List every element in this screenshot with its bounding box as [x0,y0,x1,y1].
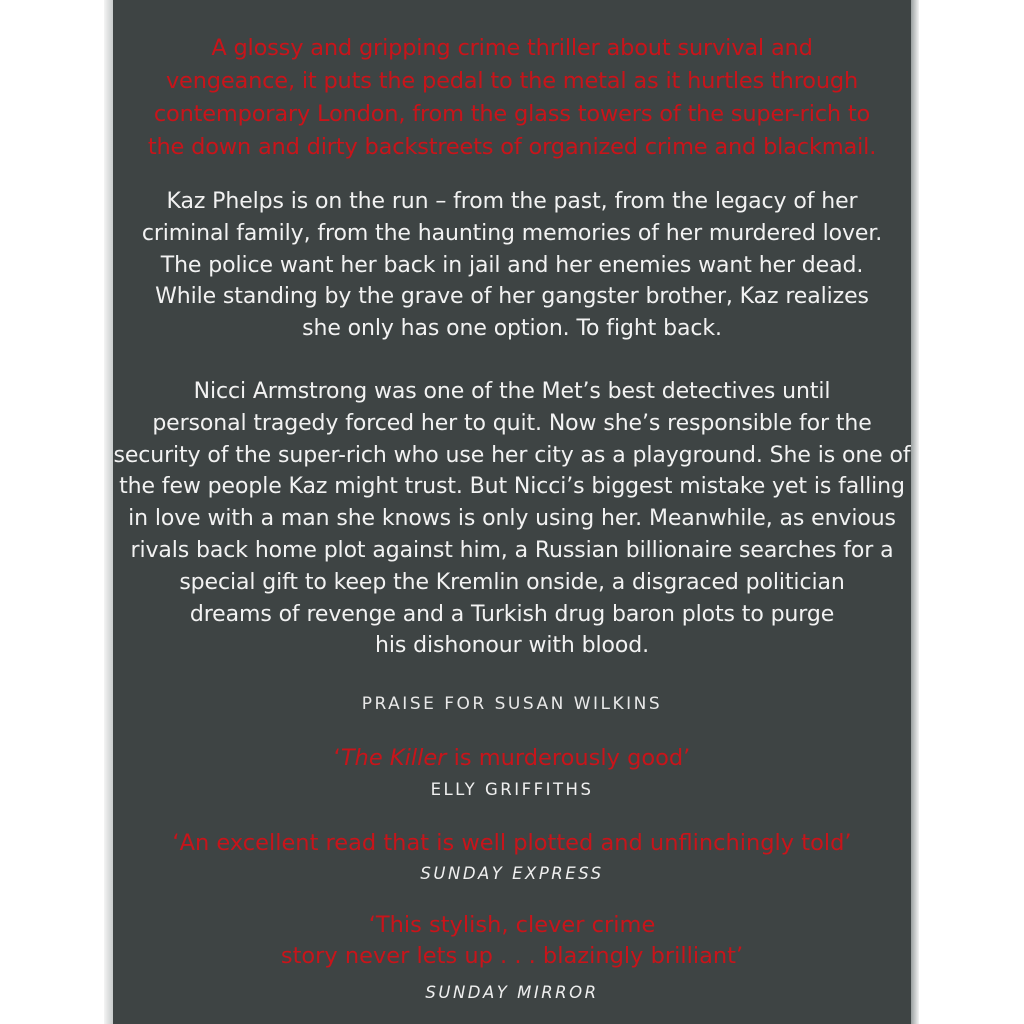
synopsis-line: While standing by the grave of her gangster brother, Kaz realizes [155,284,869,310]
quote-open-mark: ‘ [333,745,341,771]
synopsis-paragraph-kaz [113,186,911,345]
synopsis-line: personal tragedy forced her to quit. Now she’s responsible for the [152,410,872,436]
synopsis-line: criminal family, from the haunting memories of her murdered lover. [141,220,883,246]
page-edge-right [911,0,919,1024]
blurb-line: contemporary London, from the glass towers of the super-rich to [153,101,871,127]
blurb-paragraph [113,32,911,164]
blurb-line: A glossy and gripping crime thriller about survival and [211,35,813,61]
synopsis-line: his dishonour with blood. [375,633,649,659]
synopsis-line: rivals back home plot against him, a Russian billionaire searches for a [130,537,894,563]
praise-source: ELLY GRIFFITHS [430,780,594,799]
praise-quote-line [113,743,911,774]
praise-quote [113,828,911,859]
praise-source: SUNDAY MIRROR [425,983,599,1002]
synopsis-line: she only has one option. To fight back. [302,316,722,342]
synopsis-line: the few people Kaz might trust. But Nicci’s biggest mistake yet is falling [119,474,905,500]
blurb-line: the down and dirty backstreets of organized crime and blackmail. [147,134,877,160]
book-back-cover [113,0,911,1024]
synopsis-line: special gift to keep the Kremlin onside, a disgraced politician [179,569,845,595]
praise-quote-line: story never lets up . . . blazingly brilliant’ [280,943,744,969]
blurb-line: vengeance, it puts the pedal to the metal as it hurtles through [165,68,859,94]
synopsis-line: Nicci Armstrong was one of the Met’s best detectives until [193,379,831,404]
praise-quote [113,910,911,972]
synopsis-line: dreams of revenge and a Turkish drug baron plots to purge [189,601,835,627]
praise-source: SUNDAY EXPRESS [420,864,604,883]
praise-heading: PRAISE FOR SUSAN WILKINS [361,694,663,714]
synopsis-line: in love with a man she knows is only using her. Meanwhile, as envious [128,506,896,532]
page-edge-left [104,0,113,1024]
quote-text: is murderously good’ [446,745,691,771]
praise-quote-line: ‘This stylish, clever crime [368,912,656,938]
synopsis-line: Kaz Phelps is on the run – from the past, from the legacy of her [166,189,858,214]
synopsis-line: security of the super-rich who use her city as a playground. She is one of [113,442,911,468]
synopsis-line: The police want her back in jail and her enemies want her dead. [160,252,864,278]
synopsis-paragraph-nicci [113,376,911,662]
praise-quote [113,743,911,774]
praise-quote-line: ‘An excellent read that is well plotted and unflinchingly told’ [172,830,852,856]
book-title: The Killer [340,745,447,771]
